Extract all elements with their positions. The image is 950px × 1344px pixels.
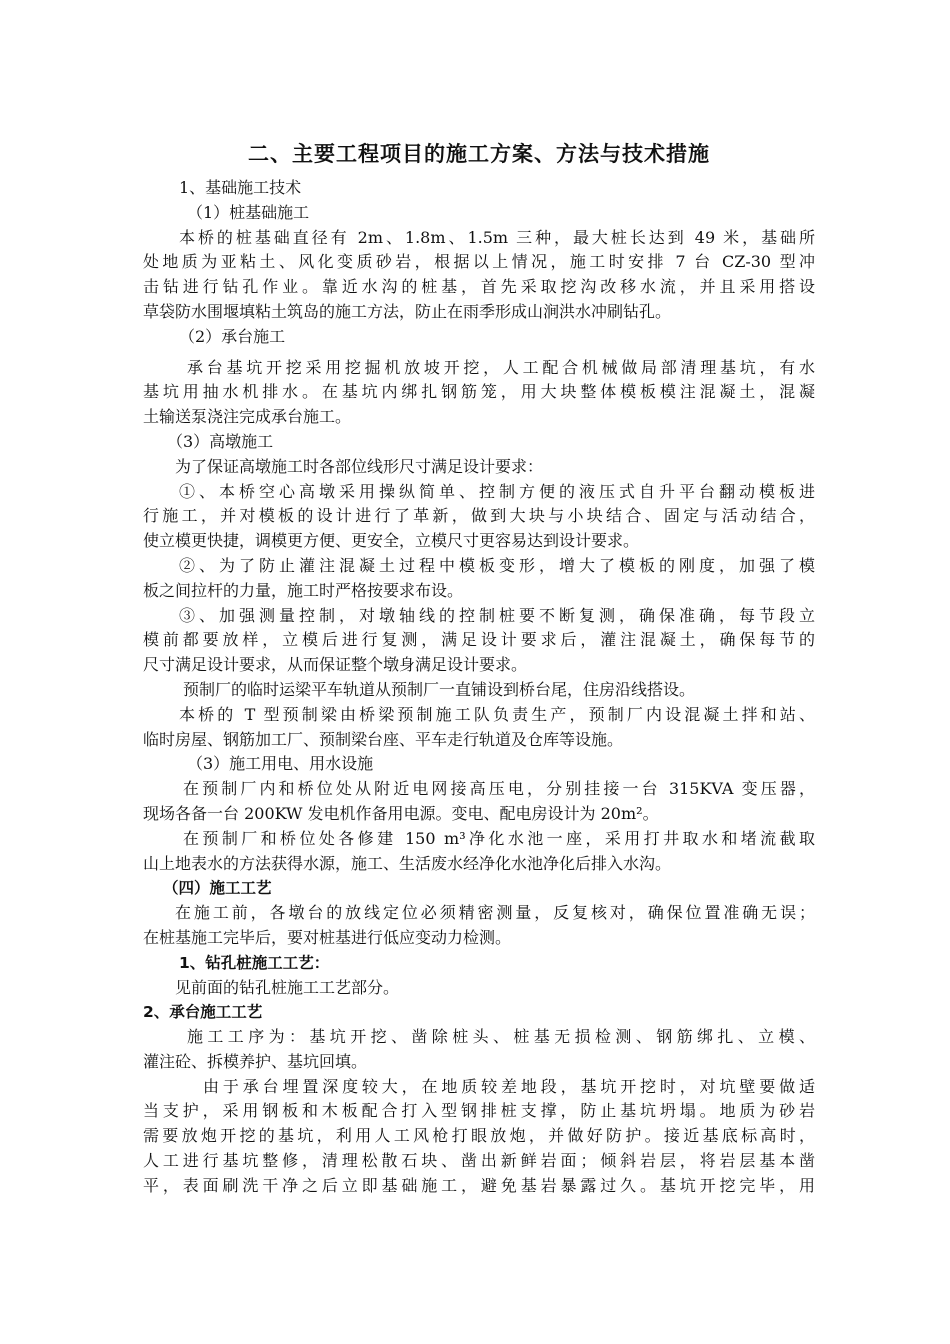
text-line: 预制厂的临时运梁平车轨道从预制厂一直铺设到桥台尾，住房沿线搭设。 xyxy=(183,679,696,699)
text-line: （3）施工用电、用水设施 xyxy=(187,754,374,774)
text-line: 使立模更快捷，调模更方便、更安全，立模尺寸更容易达到设计要求。 xyxy=(143,531,640,551)
section-heading: 1、钻孔桩施工工艺： xyxy=(179,953,330,972)
text-line: 施工工序为：基坑开挖、凿除桩头、桩基无损检测、钢筋绑扎、立模、 xyxy=(187,1027,815,1047)
text-line: （3）高墩施工 xyxy=(167,431,274,451)
page-title: 二、主要工程项目的施工方案、方法与技术措施 xyxy=(248,142,710,166)
text-line: 承台基坑开挖采用挖掘机放坡开挖，人工配合机械做局部清理基坑，有水 xyxy=(187,357,815,377)
text-line: 在施工前，各墩台的放线定位必须精密测量，反复核对，确保位置准确无误； xyxy=(175,903,815,923)
text-line: 土输送泵浇注完成承台施工。 xyxy=(143,407,352,427)
text-line: 需要放炮开挖的基坑，利用人工风枪打眼放炮，并做好防护。接近基底标高时， xyxy=(143,1126,815,1146)
text-line: 临时房屋、钢筋加工厂、预制梁台座、平车走行轨道及仓库等设施。 xyxy=(143,729,624,749)
text-line: 1、基础施工技术 xyxy=(179,178,302,197)
text-line: 板之间拉杆的力量，施工时严格按要求布设。 xyxy=(143,580,464,600)
text-line: 模前都要放样，立模后进行复测，满足设计要求后，灌注混凝土，确保每节的 xyxy=(143,630,815,650)
text-line: ①、本桥空心高墩采用操纵简单、控制方便的液压式自升平台翻动模板进 xyxy=(179,481,815,501)
text-line: 尺寸满足设计要求，从而保证整个墩身满足设计要求。 xyxy=(143,655,528,675)
section-heading: （四）施工工艺 xyxy=(163,879,272,898)
text-line: （2）承台施工 xyxy=(179,326,286,346)
text-line: 山上地表水的方法获得水源，施工、生活废水经净化水池净化后排入水沟。 xyxy=(143,853,672,873)
text-line: ②、为了防止灌注混凝土过程中模板变形，增大了模板的刚度，加强了模 xyxy=(179,555,815,575)
text-line: 在预制厂内和桥位处从附近电网接高压电，分别挂接一台 315KVA 变压器， xyxy=(183,779,815,799)
text-line: 处地质为亚粘土、风化变质砂岩，根据以上情况，施工时安排 7 台 CZ-30 型冲 xyxy=(143,252,815,272)
document-body xyxy=(143,134,815,1199)
text-line: 现场各备一台 200KW 发电机作备用电源。变电、配电房设计为 20m²。 xyxy=(143,803,659,823)
text-line: 当支护，采用钢板和木板配合打入型钢排桩支撑，防止基坑坍塌。地质为砂岩 xyxy=(143,1101,815,1121)
text-line: 人工进行基坑整修，清理松散石块、凿出新鲜岩面；倾斜岩层，将岩层基本凿 xyxy=(143,1151,815,1171)
text-line: 见前面的钻孔桩施工工艺部分。 xyxy=(175,977,400,997)
text-line: 灌注砼、拆模养护、基坑回填。 xyxy=(143,1051,368,1071)
text-line: 为了保证高墩施工时各部位线形尺寸满足设计要求： xyxy=(175,456,544,476)
text-line: 行施工，并对模板的设计进行了革新，做到大块与小块结合、固定与活动结合， xyxy=(143,506,815,526)
text-line: 平，表面刷洗干净之后立即基础施工，避免基岩暴露过久。基坑开挖完毕，用 xyxy=(143,1175,815,1195)
text-line: 本桥的 T 型预制梁由桥梁预制施工队负责生产，预制厂内设混凝土拌和站、 xyxy=(179,704,815,724)
text-line: 由于承台埋置深度较大，在地质较差地段，基坑开挖时，对坑壁要做适 xyxy=(203,1076,815,1096)
text-line: 击钻进行钻孔作业。靠近水沟的桩基，首先采取挖沟改移水流，并且采用搭设 xyxy=(143,277,815,297)
text-line: ③、加强测量控制，对墩轴线的控制桩要不断复测，确保准确，每节段立 xyxy=(179,605,815,625)
text-line: 基坑用抽水机排水。在基坑内绑扎钢筋笼，用大块整体模板模注混凝土，混凝 xyxy=(143,382,815,402)
text-line: 草袋防水围堰填粘土筑岛的施工方法，防止在雨季形成山涧洪水冲刷钻孔。 xyxy=(143,301,672,321)
text-line: 在预制厂和桥位处各修建 150 m³净化水池一座，采用打井取水和堵流截取 xyxy=(183,828,815,848)
text-line: （1）桩基础施工 xyxy=(187,202,310,222)
text-line: 在桩基施工完毕后，要对桩基进行低应变动力检测。 xyxy=(143,927,512,947)
section-heading: 2、承台施工工艺 xyxy=(143,1003,263,1022)
text-line: 本桥的桩基础直径有 2m、1.8m、1.5m 三种，最大桩长达到 49 米，基础所 xyxy=(179,227,815,247)
paragraph-lines xyxy=(143,176,815,1199)
